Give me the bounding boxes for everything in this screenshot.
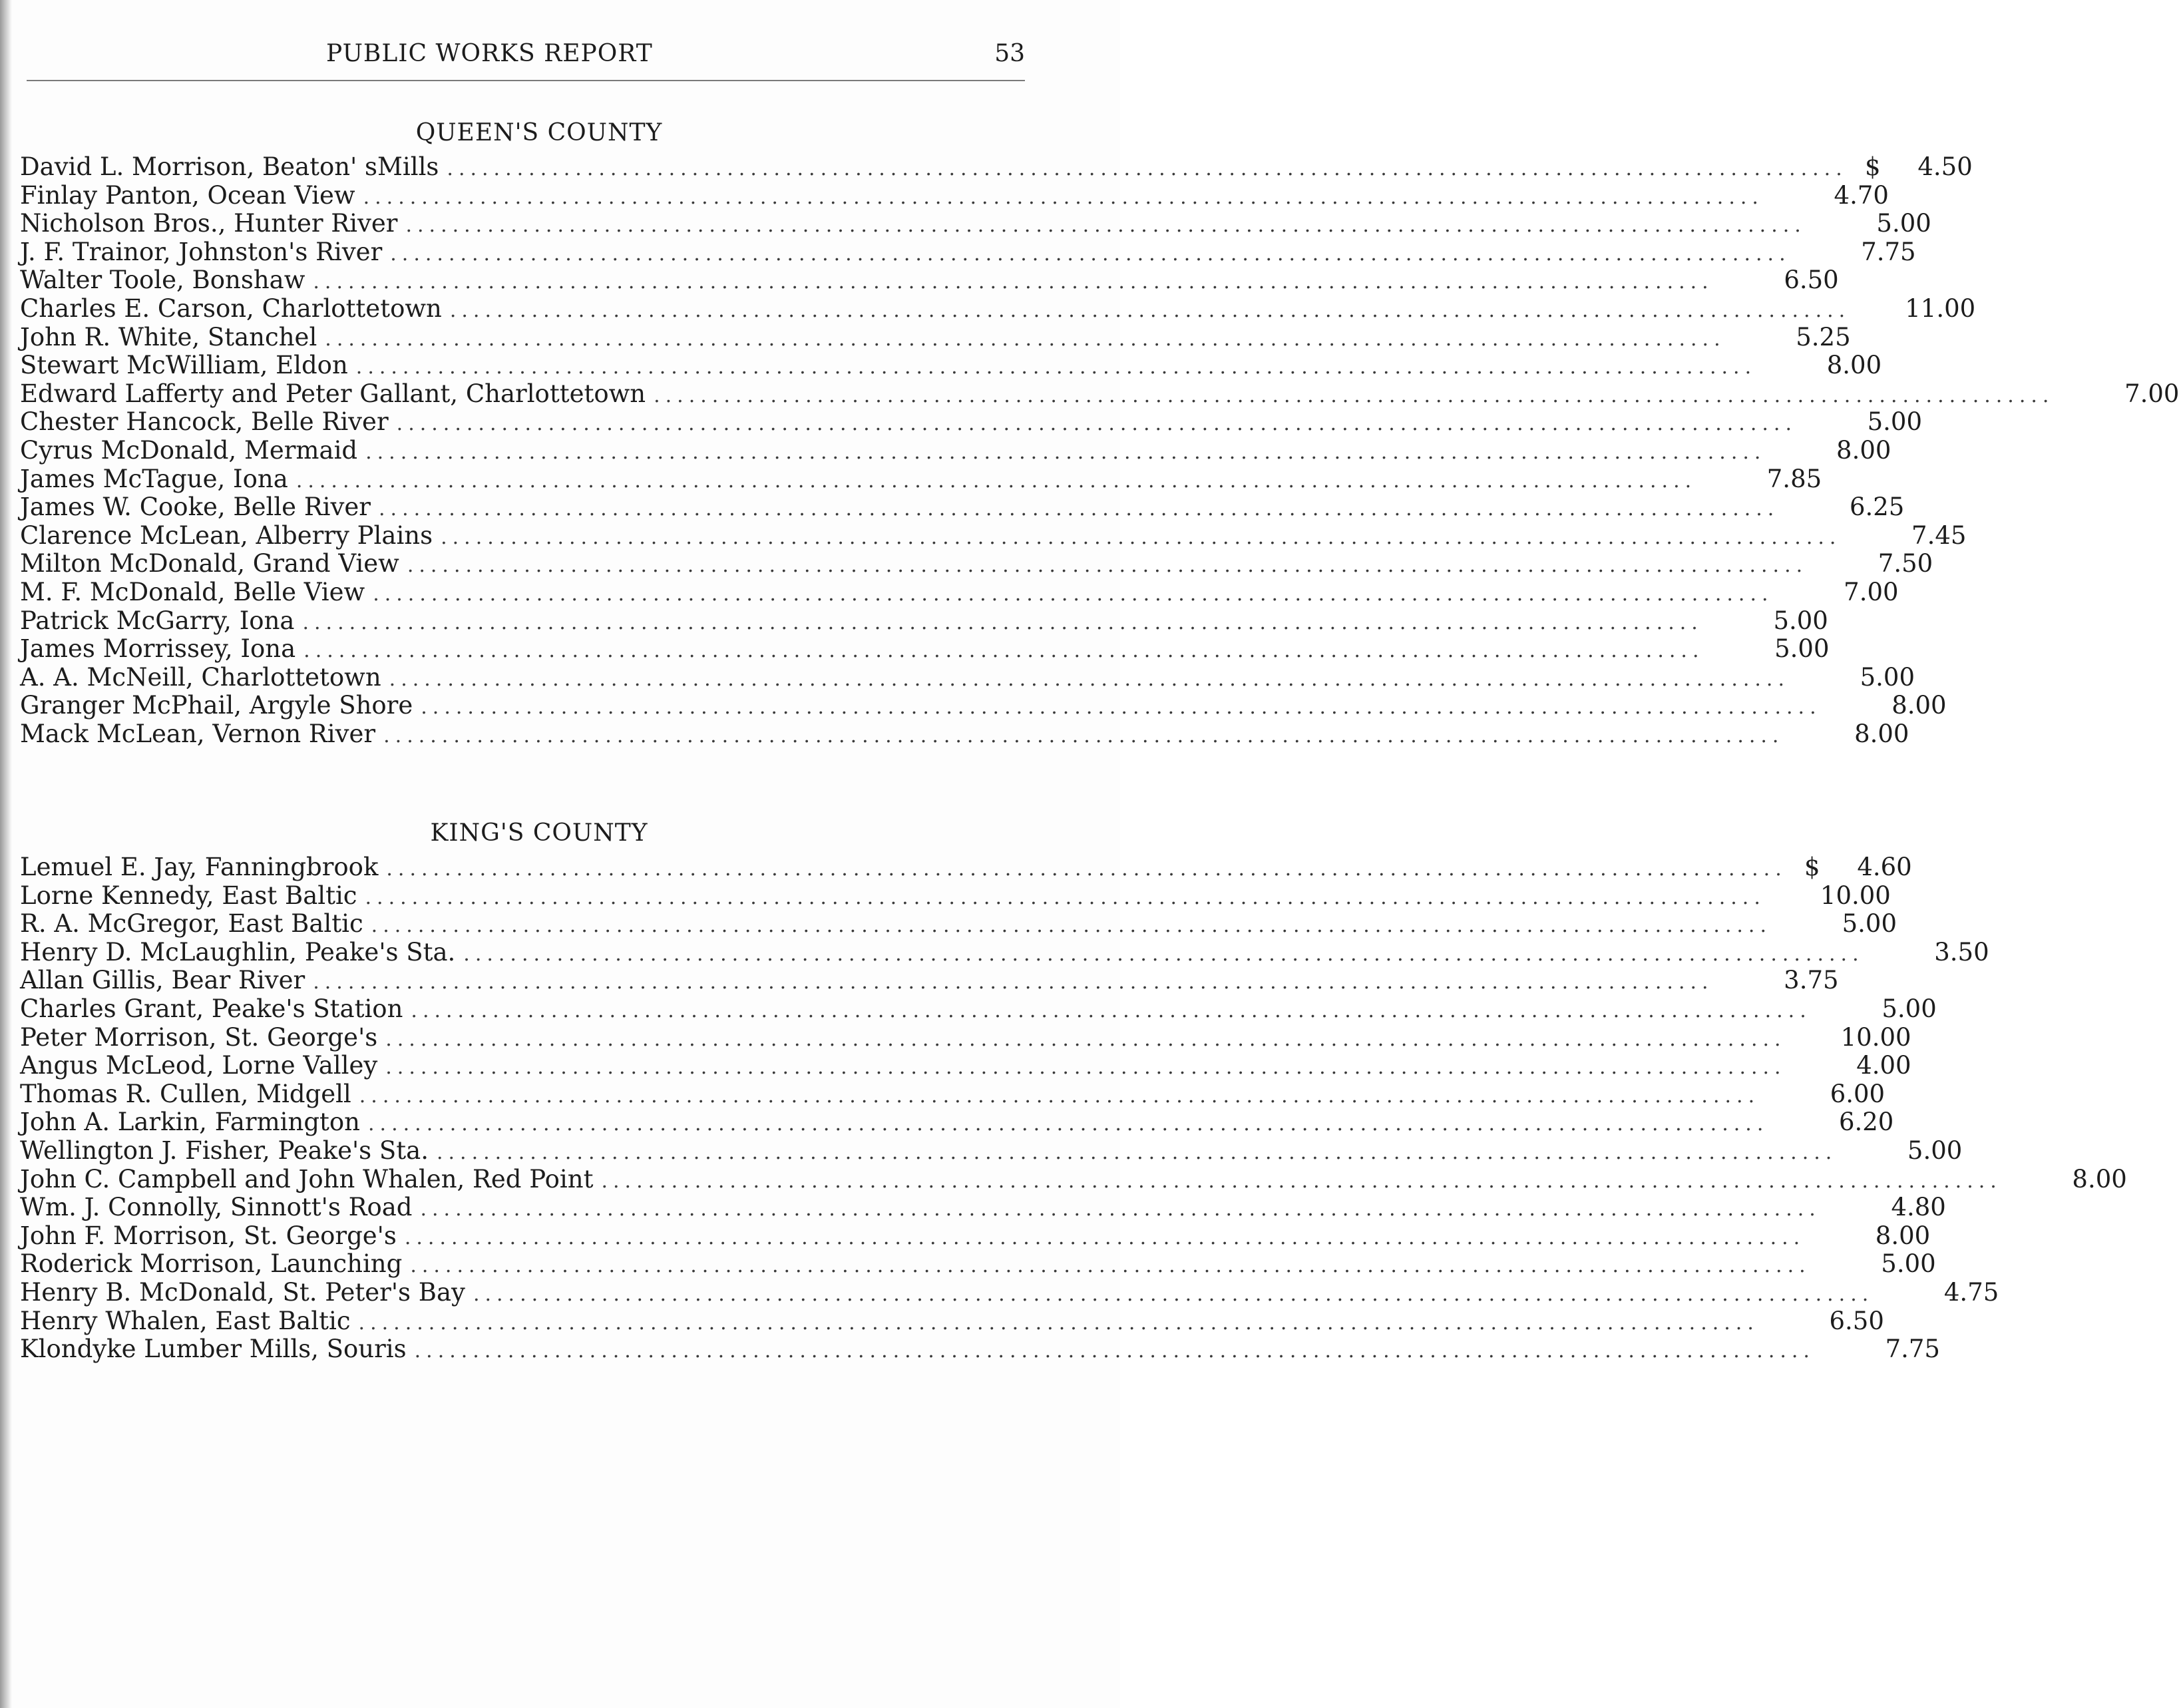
dot-leader: ........................................................................................................................ xyxy=(441,525,1842,549)
list-item xyxy=(20,1164,2127,1194)
dot-leader: ........................................................................................................................ xyxy=(383,724,1784,747)
list-item xyxy=(20,1079,1885,1109)
queens-county-entries xyxy=(20,152,2179,748)
dot-leader: ........................................................................................................................ xyxy=(404,1225,1806,1249)
entry-amount: 7.00 xyxy=(2124,379,2179,408)
entry-amount: 5.00 xyxy=(1881,1249,1936,1279)
entry-name: Edward Lafferty and Peter Gallant, Charlottetown xyxy=(20,379,646,408)
entry-name: Nicholson Bros., Hunter River xyxy=(20,209,398,238)
entry-name: Walter Toole, Bonshaw xyxy=(20,266,305,295)
entry-name: Clarence McLean, Alberry Plains xyxy=(20,521,433,550)
dot-leader: ........................................................................................................................ xyxy=(463,942,1864,966)
entry-amount: 8.00 xyxy=(1875,1221,1931,1250)
dot-leader: ........................................................................................................................ xyxy=(421,696,1822,720)
entry-name: Henry Whalen, East Baltic xyxy=(20,1306,351,1335)
dot-leader: ........................................................................................................................ xyxy=(365,440,1766,464)
list-item xyxy=(20,1051,1911,1080)
entry-amount: 5.00 xyxy=(1907,1136,1963,1165)
running-head xyxy=(27,40,1025,80)
entry-amount: 8.00 xyxy=(1854,719,1909,748)
dot-leader: ........................................................................................................................ xyxy=(355,355,1757,379)
entry-amount: 5.00 xyxy=(1842,909,1897,939)
queens-county-title: QUEEN'S COUNTY xyxy=(415,119,663,146)
list-item xyxy=(20,577,1899,607)
entry-name: M. F. McDonald, Belle View xyxy=(20,577,365,606)
list-item xyxy=(20,909,1897,939)
list-item xyxy=(20,180,1889,210)
dot-leader: ........................................................................................................................ xyxy=(303,639,1704,663)
dot-leader: ........................................................................................................................ xyxy=(313,270,1714,294)
dot-leader: ........................................................................................................................ xyxy=(359,1084,1760,1108)
entry-name: John A. Larkin, Farmington xyxy=(20,1108,361,1137)
list-item xyxy=(20,294,1976,323)
entry-name: Wm. J. Connolly, Sinnott's Road xyxy=(20,1193,413,1222)
list-item xyxy=(20,634,1830,664)
list-item xyxy=(20,1277,1999,1307)
dot-leader: ........................................................................................................................ xyxy=(313,970,1714,994)
entry-amount: 7.75 xyxy=(1885,1335,1940,1364)
list-item xyxy=(20,1108,1894,1137)
dot-leader: ........................................................................................................................ xyxy=(296,469,1697,493)
list-item xyxy=(20,152,1973,182)
list-item xyxy=(20,209,1931,238)
list-item xyxy=(20,464,1822,494)
list-item xyxy=(20,1335,1940,1364)
list-item xyxy=(20,549,1933,578)
entry-name: Finlay Panton, Ocean View xyxy=(20,180,355,210)
entry-name: Charles Grant, Peake's Station xyxy=(20,994,403,1023)
entry-amount: 6.00 xyxy=(1830,1079,1885,1108)
entry-name: David L. Morrison, Beaton' sMills xyxy=(20,152,439,181)
dot-leader: ........................................................................................................................ xyxy=(385,1056,1786,1080)
entry-name: James Morrissey, Iona xyxy=(20,634,296,664)
entry-amount: 5.00 xyxy=(1867,407,1922,437)
dot-leader: ........................................................................................................................ xyxy=(379,497,1780,521)
running-title: PUBLIC WORKS REPORT xyxy=(326,40,653,67)
currency-sign: $ xyxy=(1864,152,1881,181)
entry-amount: 5.00 xyxy=(1882,994,1937,1023)
list-item xyxy=(20,1022,1911,1052)
list-item xyxy=(20,379,2179,409)
list-item xyxy=(20,266,1839,295)
list-item xyxy=(20,322,1851,352)
dot-leader: ........................................................................................................................ xyxy=(358,1311,1759,1335)
dot-leader: ........................................................................................................................ xyxy=(389,667,1790,691)
entry-amount: 8.00 xyxy=(2072,1164,2127,1193)
entry-amount: 5.00 xyxy=(1773,606,1828,635)
entry-amount: 4.50 xyxy=(1917,152,1973,181)
entry-amount: 6.25 xyxy=(1849,493,1905,522)
list-item xyxy=(20,853,1912,882)
dot-leader: ........................................................................................................................ xyxy=(386,857,1787,881)
entry-amount: 5.25 xyxy=(1796,322,1851,351)
dot-leader: ........................................................................................................................ xyxy=(449,298,1851,322)
entry-amount: 3.50 xyxy=(1934,937,1989,966)
entry-name: Lemuel E. Jay, Fanningbrook xyxy=(20,853,379,881)
queens-county-section xyxy=(20,113,2179,748)
entry-amount: 5.00 xyxy=(1774,634,1830,664)
entry-amount: 7.75 xyxy=(1861,237,1916,266)
list-item xyxy=(20,237,1916,267)
list-item xyxy=(20,1193,1946,1222)
list-item xyxy=(20,435,1891,465)
entry-amount: 4.00 xyxy=(1856,1051,1911,1080)
list-item xyxy=(20,691,1947,720)
dot-leader: ........................................................................................................................ xyxy=(385,1027,1786,1051)
entry-name: Granger McPhail, Argyle Shore xyxy=(20,691,413,720)
entry-amount: 6.50 xyxy=(1829,1306,1884,1335)
entry-amount: 5.00 xyxy=(1876,209,1931,238)
entry-amount: 3.75 xyxy=(1784,966,1839,995)
dot-leader: ........................................................................................................................ xyxy=(373,582,1774,606)
entry-name: Lorne Kennedy, East Baltic xyxy=(20,881,357,910)
list-item xyxy=(20,662,1915,692)
dot-leader: ........................................................................................................................ xyxy=(368,1112,1769,1136)
list-item xyxy=(20,719,1909,749)
entry-name: Wellington J. Fisher, Peake's Sta. xyxy=(20,1136,429,1165)
entry-name: James McTague, Iona xyxy=(20,464,288,493)
dot-leader: ........................................................................................................................ xyxy=(420,1197,1821,1221)
entry-amount: 6.20 xyxy=(1838,1108,1894,1137)
page-number: 53 xyxy=(994,40,1025,67)
entry-name: Milton McDonald, Grand View xyxy=(20,549,399,578)
entry-name: Angus McLeod, Lorne Valley xyxy=(20,1051,378,1080)
entry-name: Allan Gillis, Bear River xyxy=(20,966,305,995)
dot-leader: ........................................................................................................................ xyxy=(654,383,2055,407)
entry-amount: 6.50 xyxy=(1784,266,1839,295)
list-item xyxy=(20,994,1937,1024)
entry-amount: 7.85 xyxy=(1766,464,1822,493)
entry-amount: 4.80 xyxy=(1891,1193,1946,1222)
list-item xyxy=(20,1136,1963,1166)
dot-leader: ........................................................................................................................ xyxy=(405,214,1806,238)
list-item xyxy=(20,1221,1931,1251)
list-item xyxy=(20,881,1891,911)
list-item xyxy=(20,407,1922,437)
kings-county-title: KING'S COUNTY xyxy=(430,819,648,847)
list-item xyxy=(20,1249,1936,1279)
entry-name: John F. Morrison, St. George's xyxy=(20,1221,397,1250)
list-item xyxy=(20,521,1967,550)
dot-leader: ........................................................................................................................ xyxy=(410,1254,1811,1278)
list-item xyxy=(20,1306,1884,1336)
kings-county-entries xyxy=(20,853,2127,1364)
entry-name: Chester Hancock, Belle River xyxy=(20,407,389,437)
entry-name: R. A. McGregor, East Baltic xyxy=(20,909,363,939)
entry-name: A. A. McNeill, Charlottetown xyxy=(20,662,381,692)
kings-county-section xyxy=(20,813,2127,1364)
page-binding-edge xyxy=(0,0,12,1708)
entry-name: John C. Campbell and John Whalen, Red Point xyxy=(20,1164,594,1193)
entry-amount: 8.00 xyxy=(1836,435,1891,465)
entry-name: Henry B. McDonald, St. Peter's Bay xyxy=(20,1277,465,1307)
list-item xyxy=(20,351,1882,380)
entry-name: Thomas R. Cullen, Midgell xyxy=(20,1079,351,1108)
entry-amount: 8.00 xyxy=(1826,351,1882,380)
dot-leader: ........................................................................................................................ xyxy=(365,885,1766,909)
entry-name: Mack McLean, Vernon River xyxy=(20,719,376,748)
entry-name: Peter Morrison, St. George's xyxy=(20,1022,378,1052)
entry-name: Henry D. McLaughlin, Peake's Sta. xyxy=(20,937,456,966)
entry-name: Roderick Morrison, Launching xyxy=(20,1249,403,1279)
dot-leader: ........................................................................................................................ xyxy=(601,1169,2002,1193)
dot-leader: ........................................................................................................................ xyxy=(407,554,1808,578)
dot-leader: ........................................................................................................................ xyxy=(414,1339,1815,1363)
entry-amount: 8.00 xyxy=(1891,691,1947,720)
entry-name: Klondyke Lumber Mills, Souris xyxy=(20,1335,407,1364)
dot-leader: ........................................................................................................................ xyxy=(325,327,1726,351)
list-item xyxy=(20,937,1989,967)
dot-leader: ........................................................................................................................ xyxy=(473,1282,1874,1306)
entry-amount: 7.00 xyxy=(1844,577,1899,606)
entry-amount: 10.00 xyxy=(1820,881,1891,910)
entry-amount: 5.00 xyxy=(1860,662,1915,692)
entry-name: John R. White, Stanchel xyxy=(20,322,317,351)
entry-amount: 10.00 xyxy=(1840,1022,1911,1052)
dot-leader: ........................................................................................................................ xyxy=(436,1140,1838,1164)
entry-name: Patrick McGarry, Iona xyxy=(20,606,295,635)
entry-name: J. F. Trainor, Johnston's River xyxy=(20,237,383,266)
dot-leader: ........................................................................................................................ xyxy=(396,412,1797,436)
dot-leader: ........................................................................................................................ xyxy=(302,610,1703,634)
header-rule xyxy=(27,80,1025,81)
dot-leader: ........................................................................................................................ xyxy=(447,157,1848,180)
entry-amount: 4.60 xyxy=(1857,853,1912,881)
list-item xyxy=(20,966,1839,995)
entry-amount: 7.50 xyxy=(1878,549,1933,578)
entry-amount: 4.75 xyxy=(1943,1277,1999,1307)
dot-leader: ........................................................................................................................ xyxy=(411,998,1812,1022)
entry-name: Charles E. Carson, Charlottetown xyxy=(20,294,442,323)
entry-name: Stewart McWilliam, Eldon xyxy=(20,351,348,380)
list-item xyxy=(20,606,1828,636)
currency-sign: $ xyxy=(1804,853,1820,881)
dot-leader: ........................................................................................................................ xyxy=(371,914,1772,938)
entry-amount: 11.00 xyxy=(1905,294,1976,323)
entry-amount: 7.45 xyxy=(1911,521,1967,550)
entry-name: Cyrus McDonald, Mermaid xyxy=(20,435,358,465)
list-item xyxy=(20,493,1905,522)
entry-amount: 4.70 xyxy=(1834,180,1889,210)
dot-leader: ........................................................................................................................ xyxy=(363,185,1764,209)
entry-name: James W. Cooke, Belle River xyxy=(20,493,371,522)
dot-leader: ........................................................................................................................ xyxy=(390,242,1791,266)
